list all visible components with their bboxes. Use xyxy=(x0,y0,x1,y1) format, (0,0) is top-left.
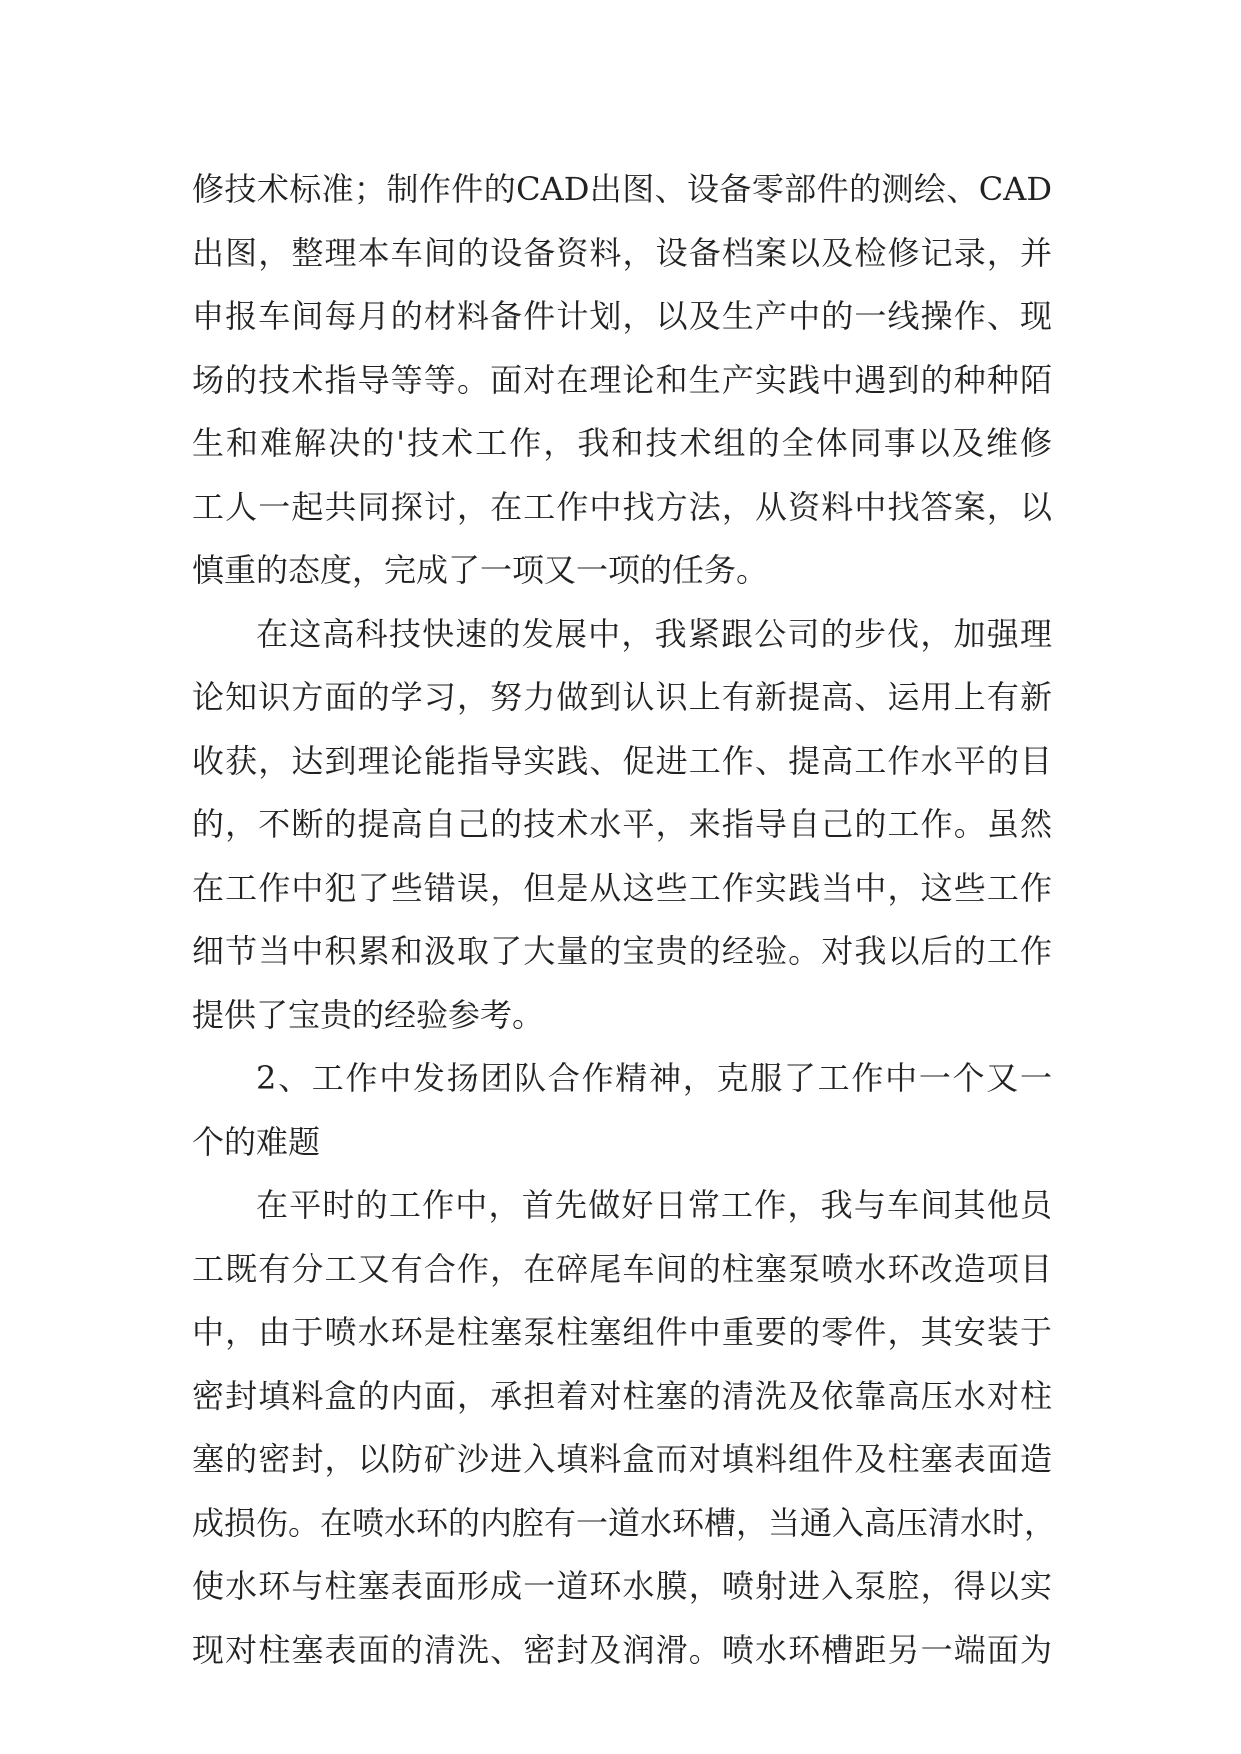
body-text xyxy=(192,158,1057,1682)
text-line: 的，不断的提高自己的技术水平，来指导自己的工作。虽然 xyxy=(192,805,1052,843)
text-line: 生和难解决的'技术工作，我和技术组的全体同事以及维修 xyxy=(192,424,1052,462)
text-line: 成损伤。在喷水环的内腔有一道水环槽，当通入高压清水时， xyxy=(192,1503,1057,1542)
text-line: 慎重的态度，完成了一项又一项的任务。 xyxy=(192,551,769,589)
text-line: 提供了宝贵的经验参考。 xyxy=(192,995,545,1034)
text-line: 出图，整理本车间的设备资料，设备档案以及检修记录，并 xyxy=(192,233,1052,272)
text-line: 现对柱塞表面的清洗、密封及润滑。喷水环槽距另一端面为 xyxy=(192,1630,1052,1669)
text-line: 论知识方面的学习，努力做到认识上有新提高、运用上有新 xyxy=(192,678,1052,716)
text-line: 使水环与柱塞表面形成一道环水膜，喷射进入泵腔，得以实 xyxy=(192,1567,1052,1605)
text-line: 申报车间每月的材料备件计划，以及生产中的一线操作、现 xyxy=(192,297,1052,335)
text-line: 工人一起共同探讨，在工作中找方法，从资料中找答案，以 xyxy=(192,487,1052,526)
text-line: 在这高科技快速的发展中，我紧跟公司的步伐，加强理 xyxy=(256,614,1052,653)
text-line: 修技术标准；制作件的CAD出图、设备零部件的测绘、CAD xyxy=(192,170,1052,208)
text-line: 个的难题 xyxy=(192,1122,321,1161)
text-line: 2、工作中发扬团队合作精神，克服了工作中一个又一 xyxy=(256,1059,1052,1097)
text-line: 中，由于喷水环是柱塞泵柱塞组件中重要的零件，其安装于 xyxy=(192,1313,1052,1351)
text-line: 场的技术指导等等。面对在理论和生产实践中遇到的种种陌 xyxy=(192,360,1052,399)
text-line: 塞的密封，以防矿沙进入填料盒而对填料组件及柱塞表面造 xyxy=(192,1440,1052,1478)
text-line: 在工作中犯了些错误，但是从这些工作实践当中，这些工作 xyxy=(192,868,1052,907)
text-line: 密封填料盒的内面，承担着对柱塞的清洗及依靠高压水对柱 xyxy=(192,1376,1052,1415)
text-line: 收获，达到理论能指导实践、促进工作、提高工作水平的目 xyxy=(192,741,1052,780)
text-line: 细节当中积累和汲取了大量的宝贵的经验。对我以后的工作 xyxy=(192,932,1052,970)
text-line: 在平时的工作中，首先做好日常工作，我与车间其他员 xyxy=(256,1186,1052,1224)
text-line: 工既有分工又有合作，在碎尾车间的柱塞泵喷水环改造项目 xyxy=(192,1249,1052,1288)
